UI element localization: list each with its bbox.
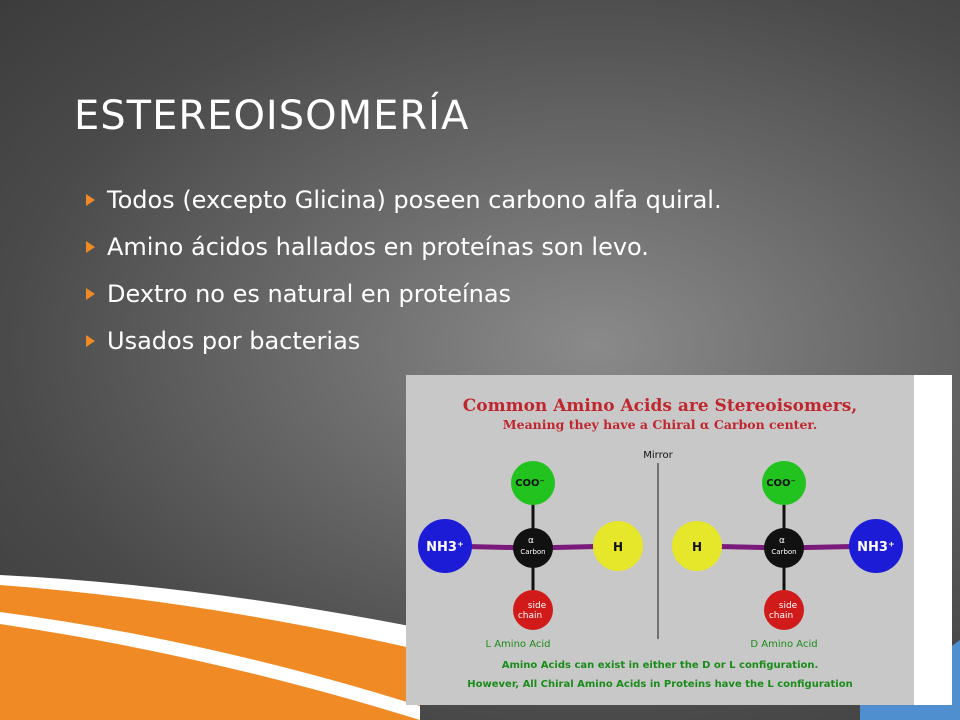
figure-footer: However, All Chiral Amino Acids in Proteins have the L configuration <box>467 679 853 690</box>
bullet-arrow-icon <box>86 194 95 206</box>
bullet-arrow-icon <box>86 241 95 253</box>
bullet-arrow-icon <box>86 335 95 347</box>
bullet-list <box>86 176 722 364</box>
list-item <box>86 317 722 364</box>
bullet-arrow-icon <box>86 288 95 300</box>
hydrogen-label: H <box>612 540 624 554</box>
list-item <box>86 223 722 270</box>
list-item <box>86 270 722 317</box>
side-chain-label: chain <box>517 611 543 621</box>
alpha-symbol: α <box>779 536 785 546</box>
stereoisomer-figure <box>406 375 952 705</box>
coo-label: COO⁻ <box>766 478 796 489</box>
side-chain-label: chain <box>768 611 794 621</box>
l-amino-acid-caption: L Amino Acid <box>485 639 551 650</box>
side-chain-label: side <box>527 601 547 611</box>
bullet-text: Amino ácidos hallados en proteínas son levo. <box>107 232 649 261</box>
carbon-label: Carbon <box>771 548 797 556</box>
alpha-symbol: α <box>528 536 534 546</box>
nh3-label: NH3⁺ <box>426 540 464 555</box>
hydrogen-label: H <box>691 540 703 554</box>
list-item <box>86 176 722 223</box>
figure-heading: Common Amino Acids are Stereoisomers, <box>462 396 858 416</box>
nh3-label: NH3⁺ <box>857 540 895 555</box>
side-chain-label: side <box>778 601 798 611</box>
coo-label: COO⁻ <box>515 478 545 489</box>
mirror-label: Mirror <box>643 450 673 461</box>
figure-canvas <box>406 375 952 705</box>
figure-footer: Amino Acids can exist in either the D or L configuration. <box>501 660 819 671</box>
carbon-label: Carbon <box>520 548 546 556</box>
figure-subheading: Meaning they have a Chiral α Carbon center. <box>502 417 818 432</box>
bullet-text: Usados por bacterias <box>107 326 361 355</box>
bullet-text: Dextro no es natural en proteínas <box>107 279 512 308</box>
d-amino-acid-caption: D Amino Acid <box>750 639 818 650</box>
page-title: ESTEREOISOMERÍA <box>74 92 470 139</box>
bullet-text: Todos (excepto Glicina) poseen carbono alfa quiral. <box>107 185 722 214</box>
